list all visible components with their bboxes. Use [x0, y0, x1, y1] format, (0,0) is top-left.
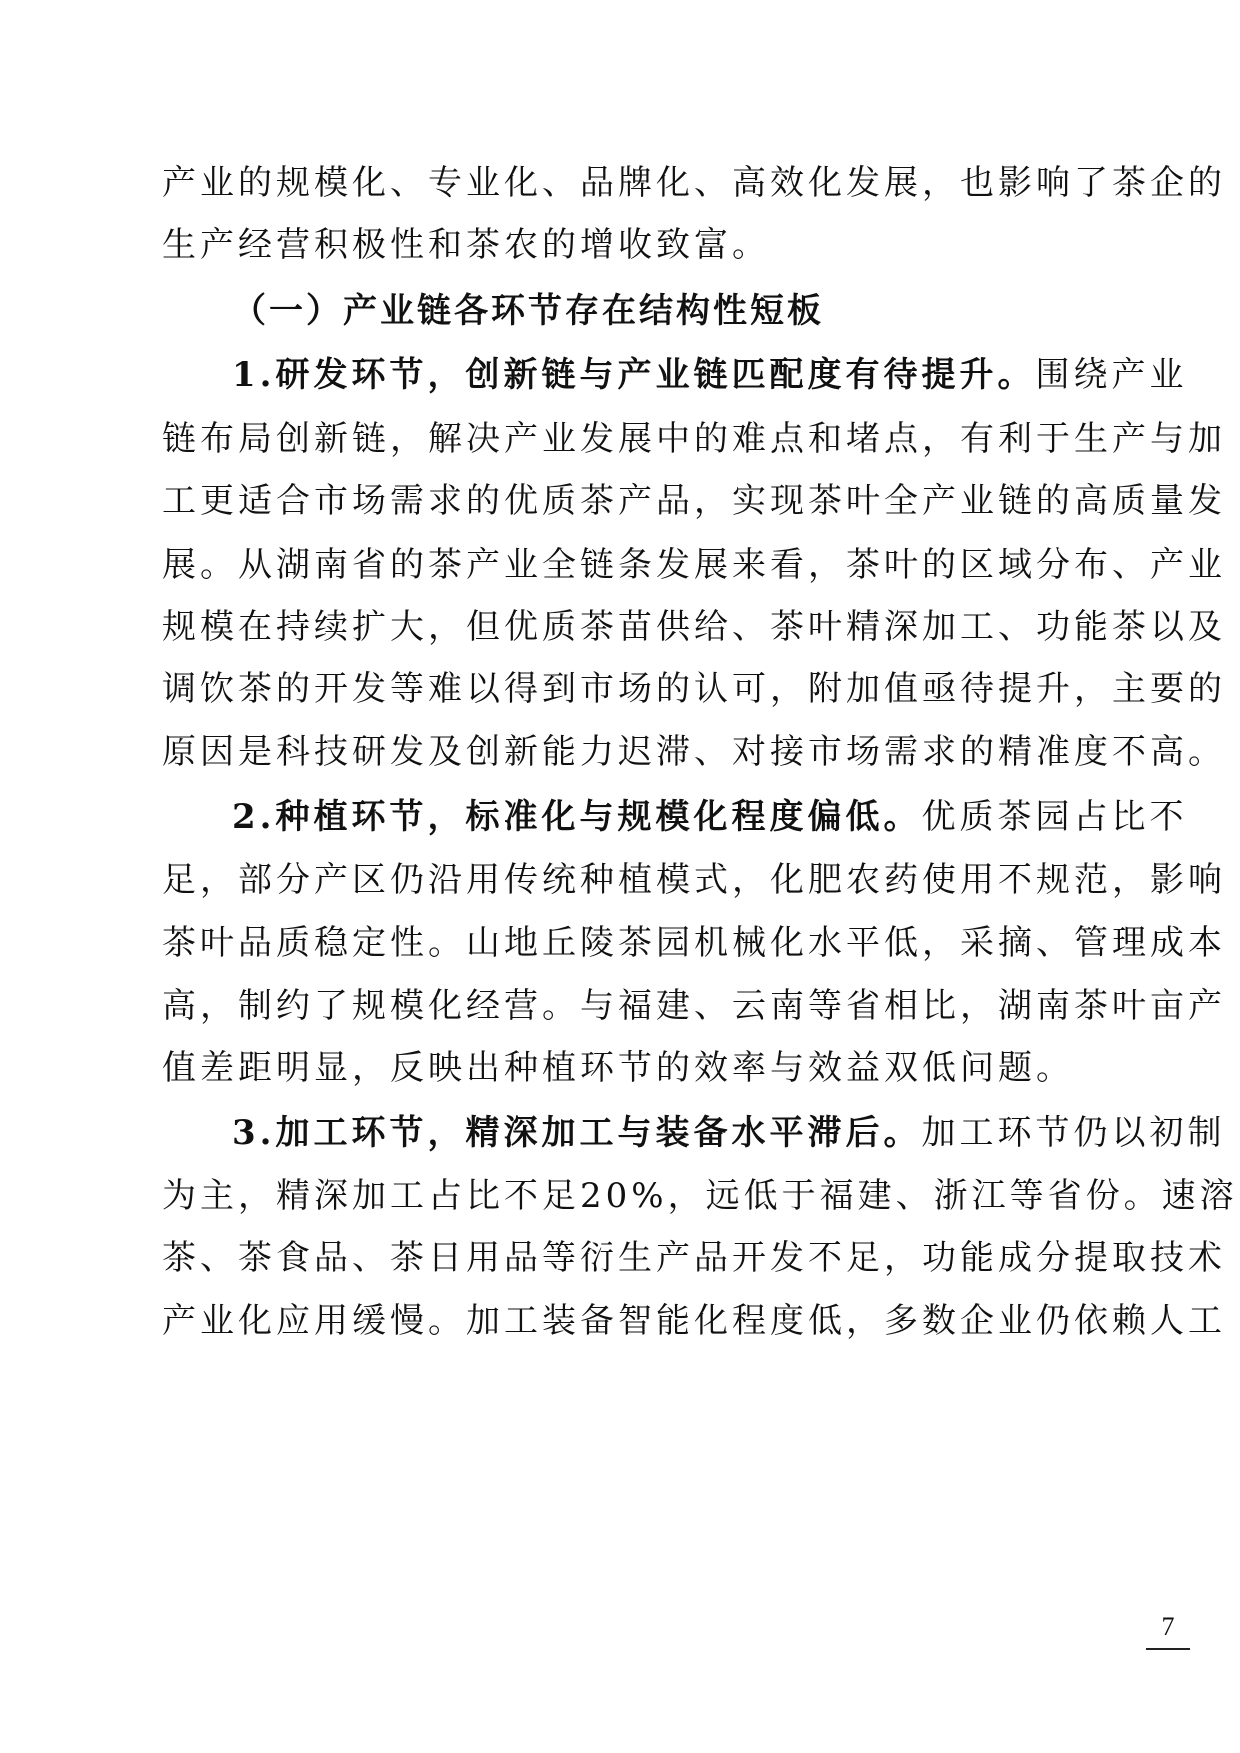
line-text: 产业的规模化、专业化、品牌化、高效化发展，也影响了茶企的 [162, 163, 1226, 203]
line-text: 茶叶品质稳定性。山地丘陵茶园机械化水平低，采摘、管理成本 [162, 923, 1226, 963]
paragraph-first-line [232, 792, 1188, 842]
body-line [162, 664, 1226, 714]
page-number: 7 [1146, 1610, 1190, 1650]
line-text: 展。从湖南省的茶产业全链条发展来看，茶叶的区域分布、产业 [162, 545, 1226, 585]
heading-text: （一）产业链各环节存在结构性短板 [232, 291, 824, 331]
body-line [162, 855, 1226, 905]
body-line [162, 727, 1226, 777]
body-line [162, 602, 1226, 652]
line-text: 为主，精深加工占比不足20%，远低于福建、浙江等省份。速溶 [162, 1176, 1238, 1216]
section-heading [232, 286, 1072, 336]
body-line [162, 1296, 1226, 1346]
body-line [162, 981, 1226, 1031]
line-text: 茶、茶食品、茶日用品等衍生产品开发不足，功能成分提取技术 [162, 1238, 1226, 1278]
line-text: 生产经营积极性和茶农的增收致富。 [162, 225, 770, 265]
subheading-bold: 2.种植环节，标准化与规模化程度偏低。 [232, 797, 922, 837]
paragraph-first-line [232, 1108, 1226, 1158]
line-text: 优质茶园占比不 [921, 797, 1188, 837]
body-line [162, 1171, 1238, 1221]
body-line [162, 540, 1226, 590]
line-text: 链布局创新链，解决产业发展中的难点和堵点，有利于生产与加 [162, 419, 1226, 459]
body-line [162, 220, 1072, 270]
body-line [162, 918, 1226, 968]
subheading-bold: 3.加工环节，精深加工与装备水平滞后。 [232, 1113, 922, 1153]
subheading-bold: 1.研发环节，创新链与产业链匹配度有待提升。 [232, 355, 1036, 395]
body-line [162, 476, 1226, 526]
body-line [162, 1043, 1072, 1093]
line-text: 调饮茶的开发等难以得到市场的认可，附加值亟待提升，主要的 [162, 669, 1226, 709]
body-line [162, 414, 1226, 464]
line-text: 足，部分产区仍沿用传统种植模式，化肥农药使用不规范，影响 [162, 860, 1226, 900]
body-line [162, 1233, 1226, 1283]
line-text: 规模在持续扩大，但优质茶苗供给、茶叶精深加工、功能茶以及 [162, 607, 1226, 647]
line-text: 加工环节仍以初制 [921, 1113, 1226, 1153]
line-text: 产业化应用缓慢。加工装备智能化程度低，多数企业仍依赖人工 [162, 1301, 1226, 1341]
line-text: 值差距明显，反映出种植环节的效率与效益双低问题。 [162, 1048, 1074, 1088]
line-text: 高，制约了规模化经营。与福建、云南等省相比，湖南茶叶亩产 [162, 986, 1226, 1026]
line-text: 工更适合市场需求的优质茶产品，实现茶叶全产业链的高质量发 [162, 481, 1226, 521]
paragraph-first-line [232, 350, 1188, 400]
line-text: 原因是科技研发及创新能力迟滞、对接市场需求的精准度不高。 [162, 732, 1226, 772]
line-text: 围绕产业 [1035, 355, 1188, 395]
body-line [162, 158, 1226, 208]
